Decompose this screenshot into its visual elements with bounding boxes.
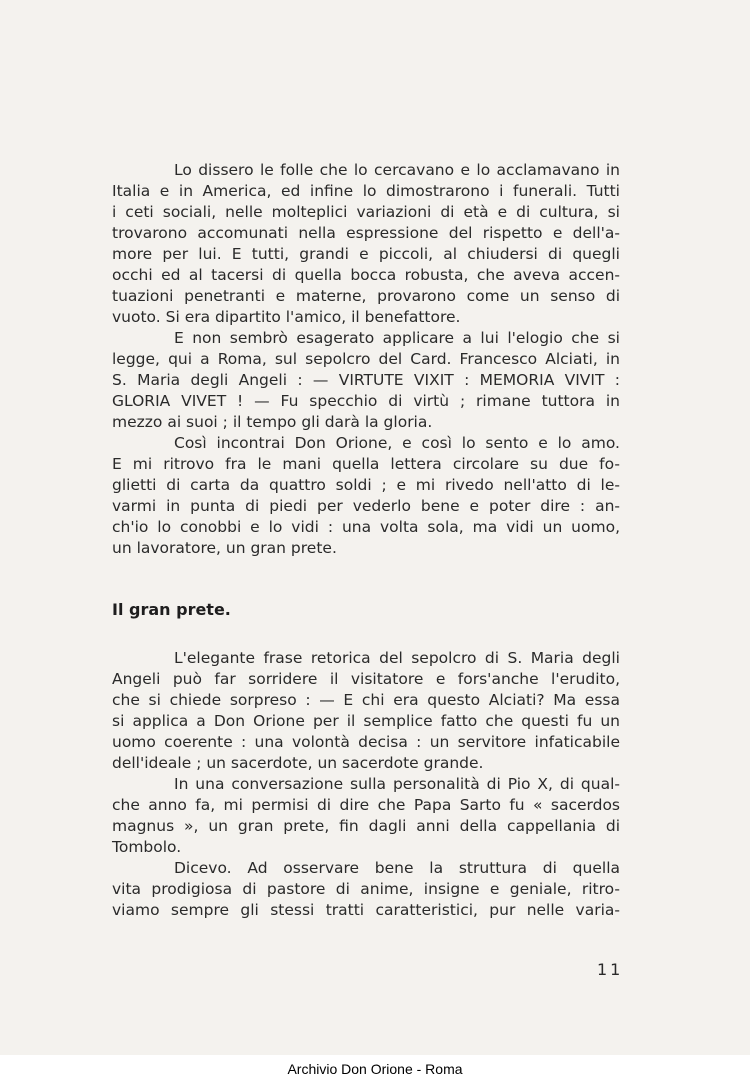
paragraph	[112, 433, 620, 559]
text-line: si applica a Don Orione per il semplice fatto che questi fu un	[112, 712, 620, 730]
text-line: In una conversazione sulla personalità di Pio X, di qual-	[174, 775, 620, 793]
paragraph	[112, 328, 620, 433]
text-line: L'elegante frase retorica del sepolcro di S. Maria degli	[174, 649, 620, 667]
text-line: un lavoratore, un gran prete.	[112, 539, 337, 557]
text-line: vuoto. Si era dipartito l'amico, il benefattore.	[112, 308, 461, 326]
text-line: viamo sempre gli stessi tratti caratteristici, pur nelle varia-	[112, 901, 620, 919]
text-line: Lo dissero le folle che lo cercavano e lo acclamavano in	[174, 161, 620, 179]
text-line: Così incontrai Don Orione, e così lo sento e lo amo.	[174, 434, 620, 452]
text-line: Dicevo. Ad osservare bene la struttura di quella	[174, 859, 620, 877]
paragraph	[112, 774, 620, 858]
paragraph	[112, 160, 620, 328]
text-line: vita prodigiosa di pastore di anime, insigne e geniale, ritro-	[112, 880, 620, 898]
text-line: Italia e in America, ed infine lo dimostrarono i funerali. Tutti	[112, 182, 620, 200]
text-line: dell'ideale ; un sacerdote, un sacerdote grande.	[112, 754, 484, 772]
section-heading: Il gran prete.	[112, 600, 231, 619]
archive-footer: Archivio Don Orione - Roma	[0, 1055, 750, 1084]
text-line: tuazioni penetranti e materne, provarono come un senso di	[112, 287, 620, 305]
text-line: trovarono accomunati nella espressione del rispetto e dell'a-	[112, 224, 620, 242]
text-line: uomo coerente : una volontà decisa : un servitore infaticabile	[112, 733, 620, 751]
text-line: E mi ritrovo fra le mani quella lettera circolare su due fo-	[112, 455, 620, 473]
page-number: 11	[597, 960, 624, 979]
paragraph	[112, 648, 620, 774]
text-line: occhi ed al tacersi di quella bocca robusta, che aveva accen-	[112, 266, 620, 284]
text-line: E non sembrò esagerato applicare a lui l'elogio che si	[174, 329, 620, 347]
text-line: ch'io lo conobbi e lo vidi : una volta sola, ma vidi un uomo,	[112, 518, 620, 536]
text-line: i ceti sociali, nelle molteplici variazioni di età e di cultura, si	[112, 203, 620, 221]
text-line: legge, qui a Roma, sul sepolcro del Card. Francesco Alciati, in	[112, 350, 620, 368]
text-line: varmi in punta di piedi per vederlo bene e poter dire : an-	[112, 497, 620, 515]
text-line: Tombolo.	[112, 838, 182, 856]
section-2-text	[112, 648, 620, 921]
text-line: more per lui. E tutti, grandi e piccoli, al chiudersi di quegli	[112, 245, 620, 263]
text-line: GLORIA VIVET ! — Fu specchio di virtù ; rimane tuttora in	[112, 392, 620, 410]
text-line: S. Maria degli Angeli : — VIRTUTE VIXIT : MEMORIA VIVIT :	[112, 371, 620, 389]
text-line: magnus », un gran prete, fin dagli anni della cappellania di	[112, 817, 620, 835]
paragraph	[112, 858, 620, 921]
section-1-text	[112, 160, 620, 559]
text-line: che anno fa, mi permisi di dire che Papa Sarto fu « sacerdos	[112, 796, 620, 814]
text-line: glietti di carta da quattro soldi ; e mi rivedo nell'atto di le-	[112, 476, 620, 494]
text-line: mezzo ai suoi ; il tempo gli darà la gloria.	[112, 413, 433, 431]
text-line: che si chiede sorpreso : — E chi era questo Alciati? Ma essa	[112, 691, 620, 709]
text-line: Angeli può far sorridere il visitatore e fors'anche l'erudito,	[112, 670, 620, 688]
